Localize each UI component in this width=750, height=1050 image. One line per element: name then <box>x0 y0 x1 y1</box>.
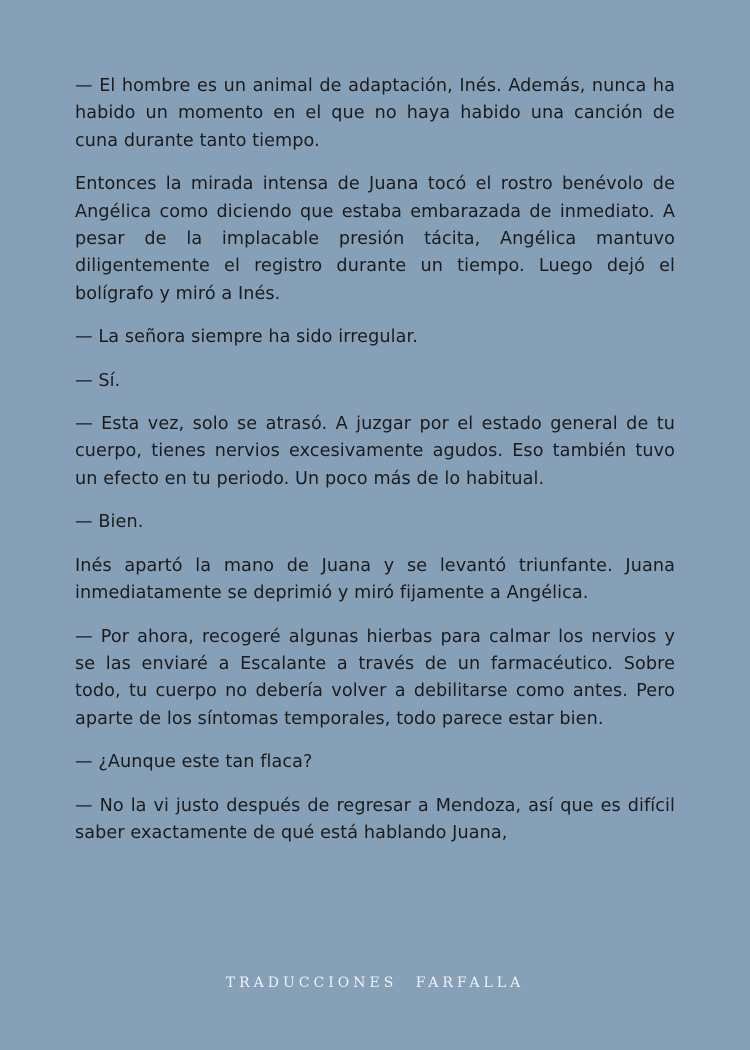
paragraph-10: — No la vi justo después de regresar a Mendoza, así que es difícil saber exactamente de qué está hablando Juana, <box>75 795 675 843</box>
paragraph-6: — Bien. <box>75 512 144 533</box>
paragraph-9: — ¿Aunque este tan flaca? <box>75 752 313 773</box>
page-text <box>75 73 675 863</box>
paragraph-1: — El hombre es un animal de adaptación, Inés. Además, nunca ha habido un momento en el que no haya habido una canción de cuna durante tanto tiempo. <box>75 76 675 151</box>
paragraph-4: — Sí. <box>75 370 121 391</box>
paragraph-5: — Esta vez, solo se atrasó. A juzgar por el estado general de tu cuerpo, tienes nervios excesivamente agudos. Eso también tuvo un efecto en tu periodo. Un poco más de lo habitual. <box>75 414 675 489</box>
footer-credit: TRADUCCIONES FARFALLA <box>225 975 525 991</box>
paragraph-8: — Por ahora, recogeré algunas hierbas para calmar los nervios y se las enviaré a Escalante a través de un farmacéutico. Sobre todo, tu cuerpo no debería volver a debilitarse como antes. Pero aparte de los síntomas temporales, todo parece estar bien. <box>75 626 675 729</box>
paragraph-3: — La señora siempre ha sido irregular. <box>75 327 418 348</box>
paragraph-2: Entonces la mirada intensa de Juana tocó el rostro benévolo de Angélica como diciendo que estaba embarazada de inmediato. A pesar de la implacable presión tácita, Angélica mantuvo diligentemente el registro durante un tiempo. Luego dejó el bolígrafo y miró a Inés. <box>75 174 675 304</box>
paragraph-7: Inés apartó la mano de Juana y se levantó triunfante. Juana inmediatamente se deprimió y miró fijamente a Angélica. <box>75 555 675 604</box>
